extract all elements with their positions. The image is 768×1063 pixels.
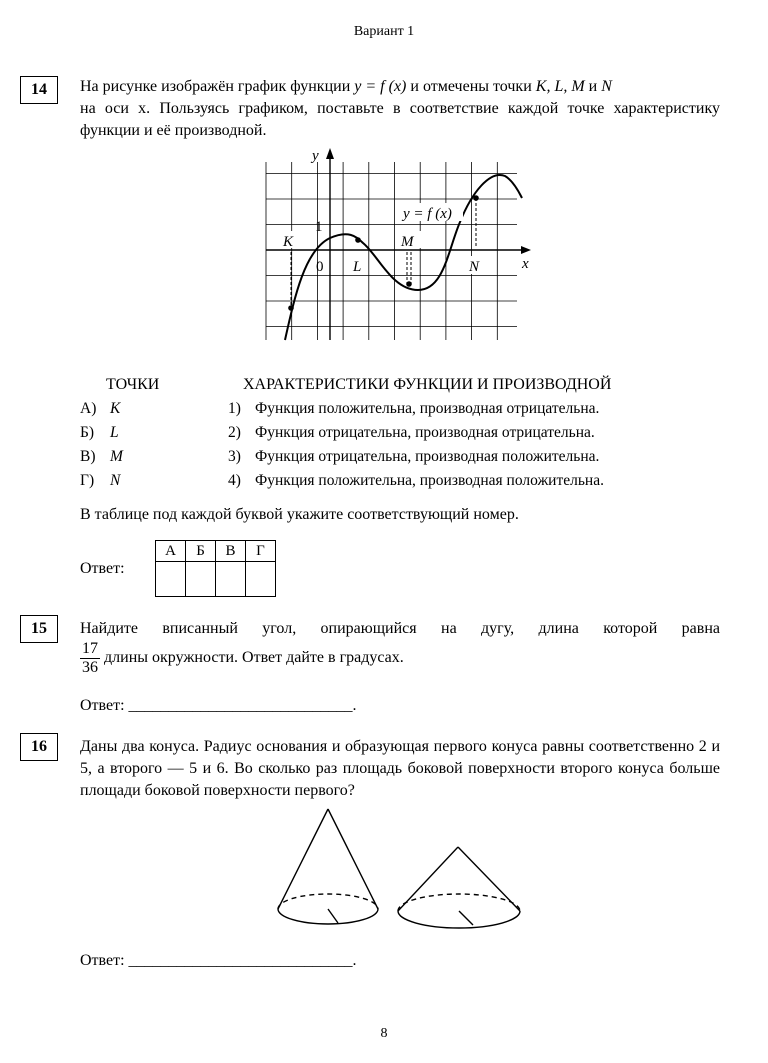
- answer-cell-b[interactable]: [186, 562, 216, 597]
- y-axis-arrow: [326, 148, 334, 159]
- q16-answer: Ответ: ____________________________.: [80, 952, 357, 969]
- point-l-dot: [355, 237, 361, 243]
- question-14-text: [80, 76, 720, 142]
- cone-1-right-generator: [328, 809, 378, 909]
- cone-2-base-back: [398, 894, 520, 911]
- list-item: Г) N: [80, 472, 121, 489]
- cone-1-base-back: [278, 894, 378, 909]
- cone-2-radius: [459, 911, 473, 925]
- q14-points-inline: K, L, M: [535, 78, 585, 95]
- cone-1-base-front: [278, 909, 378, 924]
- q15-line1: Найдите вписанный угол, опирающийся на дугу, длина которой равна: [80, 620, 720, 637]
- list-item: А) K: [80, 400, 121, 417]
- question-14-number: 14: [20, 76, 58, 104]
- chars-header: ХАРАКТЕРИСТИКИ ФУНКЦИИ И ПРОИЗВОДНОЙ: [243, 376, 612, 393]
- points-header: ТОЧКИ: [106, 376, 160, 393]
- q14-instruction: В таблице под каждой буквой укажите соответствующий номер.: [80, 506, 519, 523]
- answer-table: [155, 540, 276, 597]
- point-k-dot: [288, 305, 294, 311]
- page-number: 8: [380, 1026, 388, 1041]
- q14-text-a: На рисунке изображён график функции: [80, 78, 355, 95]
- l-label: L: [353, 259, 362, 275]
- q14-text-b: и отмечены точки: [406, 78, 536, 95]
- list-item: В) M: [80, 448, 123, 465]
- q14-formula: y = f (x): [354, 78, 407, 95]
- answer-cell-g[interactable]: [246, 562, 276, 597]
- function-graph: [262, 144, 538, 344]
- answer-col-v: В: [216, 541, 246, 562]
- m-label: M: [401, 234, 414, 250]
- cone-1-radius: [328, 909, 338, 923]
- cone-2-base-front: [398, 911, 520, 928]
- list-item: 3) Функция отрицательна, производная положительна.: [228, 448, 600, 465]
- cone-1: [278, 809, 378, 924]
- x-axis-label: x: [522, 256, 529, 272]
- list-item: Б) L: [80, 424, 119, 441]
- answer-col-g: Г: [246, 541, 276, 562]
- y-axis-label: y: [312, 148, 319, 164]
- cones-figure: [270, 805, 530, 935]
- point-m-dot: [406, 281, 412, 287]
- variant-header: Вариант 1: [353, 24, 415, 39]
- list-item: 2) Функция отрицательна, производная отрицательна.: [228, 424, 595, 441]
- fraction: [80, 640, 100, 677]
- curve-label: y = f (x): [403, 206, 452, 222]
- answer-col-a: А: [156, 541, 186, 562]
- q14-line2: на оси x. Пользуясь графиком, поставьте в соответствие каждой точке характеристику функции и её производной.: [80, 100, 720, 139]
- list-item: 1) Функция положительна, производная отрицательна.: [228, 400, 600, 417]
- question-16-number: 16: [20, 733, 58, 761]
- chars-list: [228, 397, 604, 493]
- q15-line2: длины окружности. Ответ дайте в градусах.: [104, 649, 404, 667]
- q14-and: и: [584, 78, 602, 95]
- one-label: 1: [315, 219, 323, 235]
- points-list: [80, 397, 123, 493]
- q14-n-inline: N: [601, 78, 612, 95]
- k-label: K: [283, 234, 294, 250]
- x-axis-arrow: [521, 246, 531, 254]
- list-item: 4) Функция положительна, производная положительна.: [228, 472, 604, 489]
- n-label: N: [469, 259, 480, 275]
- point-n-dot: [473, 195, 479, 201]
- fraction-numerator: 17: [82, 640, 98, 657]
- cone-2: [398, 847, 520, 928]
- zero-label: 0: [316, 259, 324, 275]
- q16-text: Даны два конуса. Радиус основания и образующая первого конуса равны соответственно 2 и 5, а второго — 5 и 6. Во сколько раз площадь боковой поверхности второго конуса больше площади боковой поверхности первого?: [80, 738, 720, 799]
- q14-answer-label: Ответ:: [80, 560, 125, 577]
- question-15-number: 15: [20, 615, 58, 643]
- answer-cell-a[interactable]: [156, 562, 186, 597]
- q15-answer: Ответ: ____________________________.: [80, 697, 357, 714]
- fraction-denominator: 36: [82, 659, 98, 676]
- answer-cell-v[interactable]: [216, 562, 246, 597]
- q15-line2-wrap: [80, 640, 404, 677]
- answer-col-b: Б: [186, 541, 216, 562]
